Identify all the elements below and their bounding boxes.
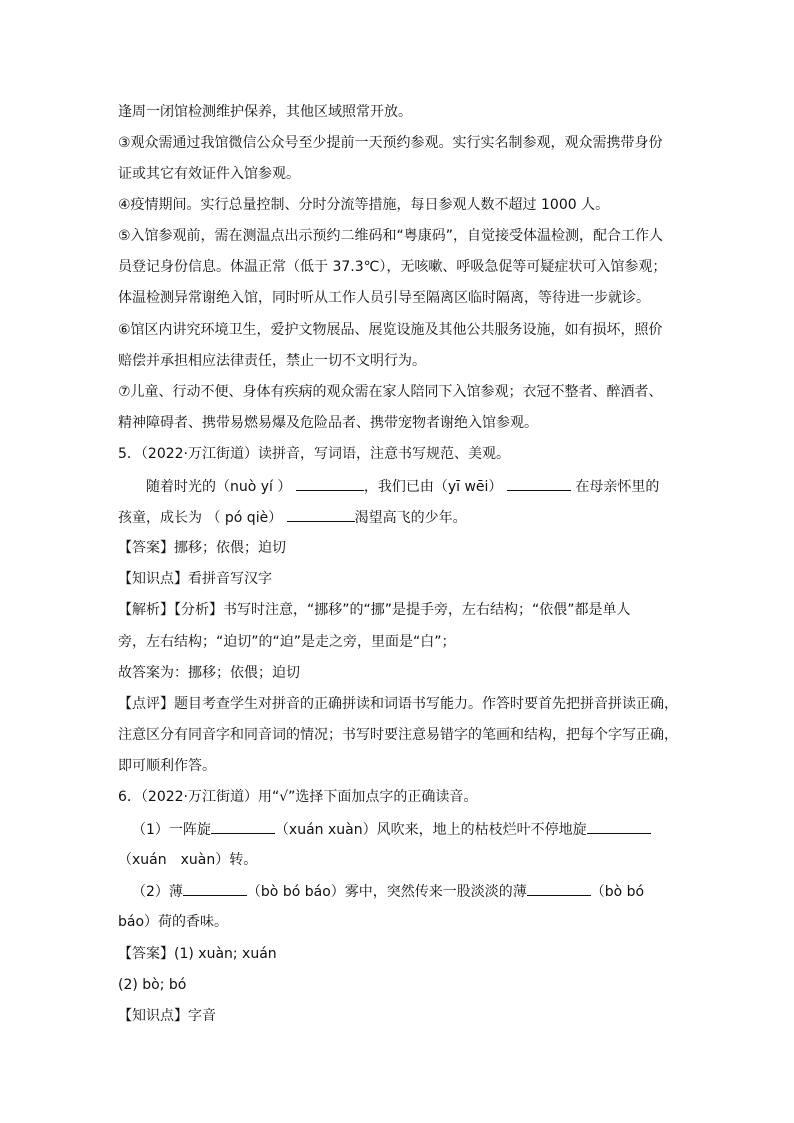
text-line: 逢周一闭馆检测维护保养，其他区域照常开放。: [118, 104, 412, 120]
pinyin-options: （bò bó: [590, 884, 645, 900]
answer-blank[interactable]: [211, 819, 275, 834]
text-line: 赔偿并承担相应法律责任，禁止一切不文明行为。: [118, 353, 426, 369]
question-6-line-1: [132, 819, 651, 840]
text-line: 精神障碍者、携带易燃易爆及危险品者、携带宠物者谢绝入馆参观。: [118, 415, 538, 431]
question-5-line-1: [146, 476, 659, 497]
text-line: 体温检测异常谢绝入馆，同时听从工作人员引导至隔离区临时隔离，等待进一步就诊。: [118, 290, 650, 306]
pinyin-prompt: 随着时光的（nuò yí ）: [146, 479, 292, 495]
answer-line: (2) bò; bó: [118, 977, 187, 993]
knowledge-point-line: 【知识点】看拼音写汉字: [118, 571, 272, 587]
question-5-line-2: [118, 507, 467, 528]
question-6-line-4: báo）荷的香味。: [118, 914, 229, 930]
comment-line: 注意区分有同音字和同音词的情况；书写时要注意易错字的笔画和结构，把每个字写正确，: [118, 727, 678, 743]
answer-line: 【答案】挪移；依偎；迫切: [118, 540, 286, 556]
question-6-line-3: [132, 881, 644, 902]
question-5-title: 5．（2022·万江街道）读拼音，写词语，注意书写规范、美观。: [118, 446, 510, 462]
analysis-line: 【解析】【分析】书写时注意，“挪移”的“挪”是提手旁，左右结构；“依偎”都是单人: [118, 602, 631, 618]
text-line: ⑦儿童、行动不便、身体有疾病的观众需在家人陪同下入馆参观；衣冠不整者、醉酒者、: [118, 384, 663, 400]
answer-blank[interactable]: [287, 507, 355, 522]
answer-blank[interactable]: [587, 819, 651, 834]
answer-blank[interactable]: [527, 881, 591, 896]
answer-blank[interactable]: [183, 881, 247, 896]
question-6-title: 6．（2022·万江街道）用“√”选择下面加点字的正确读音。: [118, 789, 478, 805]
text-line: ⑥馆区内讲究环境卫生，爱护文物展品、展览设施及其他公共服务设施，如有损坏，照价: [118, 322, 663, 338]
answer-line: 【答案】(1) xuàn; xuán: [118, 946, 277, 962]
text-line: ③观众需通过我馆微信公众号至少提前一天预约参观。实行实名制参观，观众需携带身份: [118, 135, 663, 151]
pinyin-options: （bò bó báo）雾中，突然传来一股淡淡的薄: [246, 884, 527, 900]
knowledge-point-line: 【知识点】字音: [118, 1008, 216, 1024]
analysis-line: 旁，左右结构；“迫切”的“迫”是走之旁，里面是“白”；: [118, 634, 456, 650]
text-line: 员登记身份信息。体温正常（低于 37.3℃），无咳嗽、呼吸急促等可疑症状可入馆参观；: [118, 259, 667, 275]
pinyin-options: （xuán xuàn）风吹来，地上的枯枝烂叶不停地旋: [274, 822, 587, 838]
sentence-text: 在母亲怀里的: [575, 479, 660, 495]
analysis-line: 故答案为：挪移；依偎；迫切: [118, 665, 300, 681]
answer-blank[interactable]: [507, 476, 571, 491]
comment-line: 即可顺利作答。: [118, 758, 216, 774]
text-line: 证或其它有效证件入馆参观。: [118, 166, 300, 182]
text-line: ④疫情期间。实行总量控制、分时分流等措施，每日参观人数不超过 1000 人。: [118, 197, 610, 213]
sentence-text: 渴望高飞的少年。: [354, 510, 467, 526]
answer-blank[interactable]: [296, 476, 364, 491]
sentence-text: （2）薄: [132, 884, 183, 900]
comment-line: 【点评】题目考查学生对拼音的正确拼读和词语书写能力。作答时要首先把拼音拼读正确，: [118, 696, 678, 712]
sentence-text: （1）一阵旋: [132, 822, 211, 838]
pinyin-prompt: ，我们已由（yī wēi）: [363, 479, 503, 495]
pinyin-prompt: 孩童，成长为 （ pó qiè）: [118, 510, 283, 526]
question-6-line-2: （xuán xuàn）转。: [118, 852, 258, 868]
text-line: ⑤入馆参观前，需在测温点出示预约二维码和“粤康码”，自觉接受体温检测，配合工作人: [118, 228, 664, 244]
